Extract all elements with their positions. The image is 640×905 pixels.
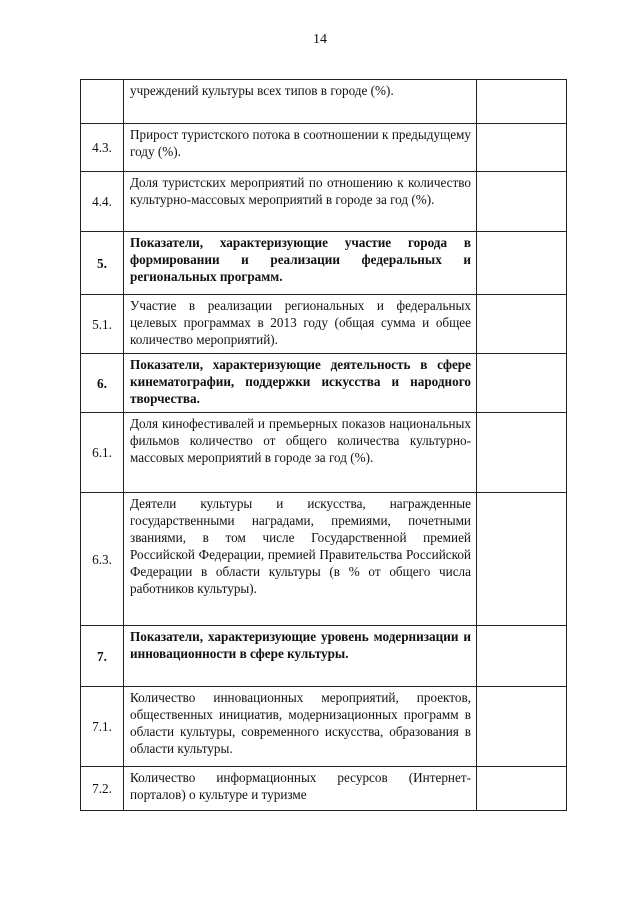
- indicator-text: Количество информационных ресурсов (Интернет-порталов) о культуре и туризме: [124, 767, 477, 811]
- section-heading: Показатели, характеризующие участие города в формировании и реализации федеральных и региональных программ.: [124, 232, 477, 295]
- row-number: 4.4.: [81, 172, 124, 232]
- value-cell: [477, 687, 567, 767]
- row-number: 6.1.: [81, 413, 124, 493]
- row-number: 6.3.: [81, 493, 124, 626]
- indicators-table: [80, 79, 567, 811]
- indicator-text: учреждений культуры всех типов в городе (%).: [124, 80, 477, 124]
- section-heading: Показатели, характеризующие уровень модернизации и инновационности в сфере культуры.: [124, 626, 477, 687]
- table-row: [81, 354, 567, 413]
- value-cell: [477, 232, 567, 295]
- value-cell: [477, 626, 567, 687]
- row-number: 7.2.: [81, 767, 124, 811]
- value-cell: [477, 767, 567, 811]
- row-number: 6.: [81, 354, 124, 413]
- value-cell: [477, 354, 567, 413]
- table-row: [81, 124, 567, 172]
- section-heading: Показатели, характеризующие деятельность в сфере кинематографии, поддержки искусства и народного творчества.: [124, 354, 477, 413]
- indicator-text: Количество инновационных мероприятий, проектов, общественных инициатив, модернизационных программ в области культуры, современного искусства, образования в области культуры.: [124, 687, 477, 767]
- table-row: [81, 767, 567, 811]
- table-row: [81, 172, 567, 232]
- table-row: [81, 687, 567, 767]
- indicator-text: Деятели культуры и искусства, награжденные государственными наградами, премиями, почетными званиями, в том числе Государственной премией Российской Федерации, премией Правительства Российской Федерации в области культуры (в % от общего числа работников культуры).: [124, 493, 477, 626]
- row-number: 7.: [81, 626, 124, 687]
- table-row: [81, 413, 567, 493]
- indicator-text: Участие в реализации региональных и федеральных целевых программах в 2013 году (общая сумма и общее количество мероприятий).: [124, 295, 477, 354]
- row-number: 7.1.: [81, 687, 124, 767]
- row-number: 4.3.: [81, 124, 124, 172]
- value-cell: [477, 295, 567, 354]
- indicator-text: Прирост туристского потока в соотношении к предыдущему году (%).: [124, 124, 477, 172]
- value-cell: [477, 124, 567, 172]
- page-number: 14: [313, 32, 327, 47]
- value-cell: [477, 80, 567, 124]
- value-cell: [477, 413, 567, 493]
- indicator-text: Доля туристских мероприятий по отношению к количество культурно-массовых мероприятий в городе за год (%).: [124, 172, 477, 232]
- table-row: [81, 80, 567, 124]
- value-cell: [477, 172, 567, 232]
- table-row: [81, 232, 567, 295]
- table-row: [81, 295, 567, 354]
- table-row: [81, 493, 567, 626]
- value-cell: [477, 493, 567, 626]
- table-row: [81, 626, 567, 687]
- indicator-text: Доля кинофестивалей и премьерных показов национальных фильмов количество от общего количества культурно-массовых мероприятий в городе за год (%).: [124, 413, 477, 493]
- row-number: [81, 80, 124, 124]
- row-number: 5.: [81, 232, 124, 295]
- row-number: 5.1.: [81, 295, 124, 354]
